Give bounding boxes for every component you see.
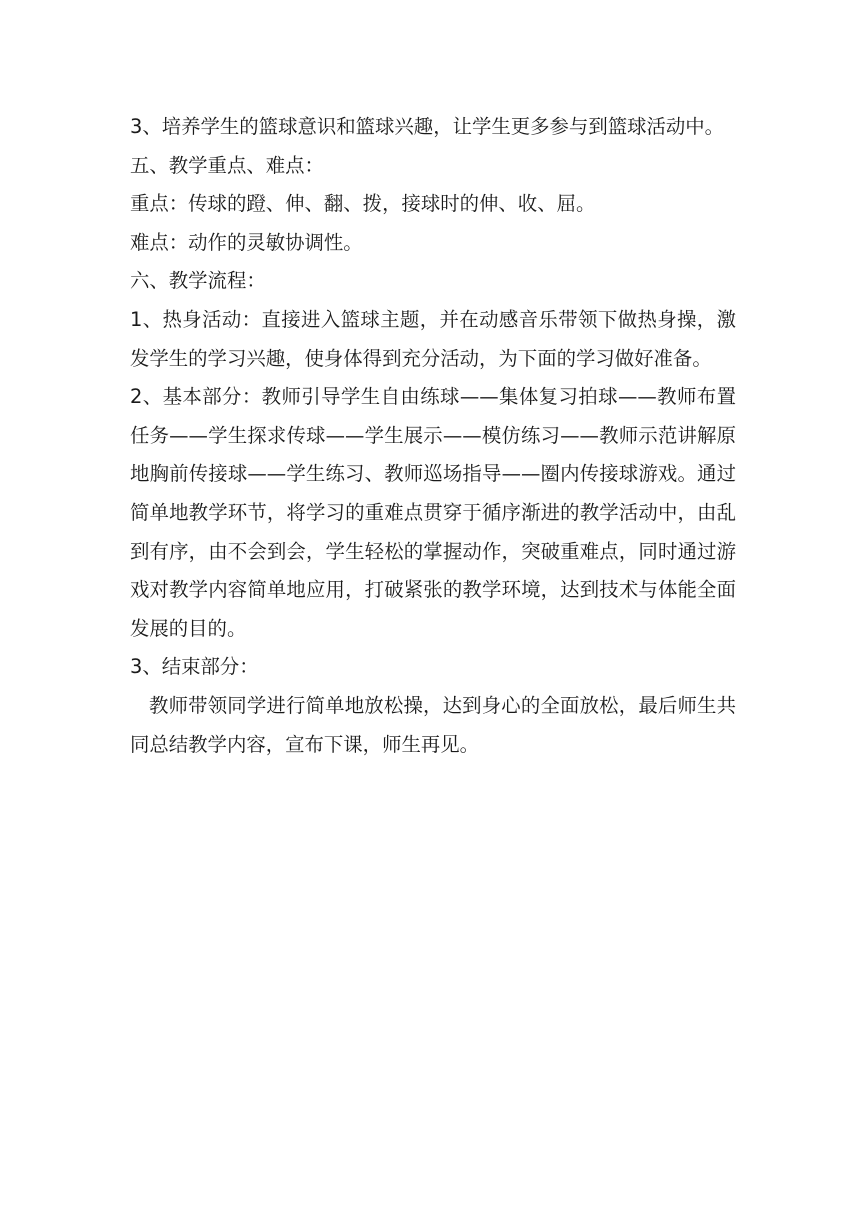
objective-item-3: 3、培养学生的篮球意识和篮球兴趣，让学生更多参与到篮球活动中。 (130, 115, 725, 138)
process-step-warmup: 1、热身活动：直接进入篮球主题，并在动感音乐带领下做热身操，激发学生的学习兴趣，使身体得到充分活动，为下面的学习做好准备。 (130, 307, 736, 370)
difficult-point-text: 难点：动作的灵敏协调性。 (130, 230, 363, 254)
document-body (130, 108, 736, 764)
process-step-basic: 2、基本部分：教师引导学生自由练球——集体复习拍球——教师布置任务——学生探求传球——学生展示——模仿练习——教师示范讲解原地胸前传接球——学生练习、教师巡场指导——圈内传接球游戏。通过简单地教学环节，将学习的重难点贯穿于循序渐进的教学活动中，由乱到有序，由不会到会，学生轻松的掌握动作，突破重难点，同时通过游戏对教学内容简单地应用，打破紧张的教学环境，达到技术与体能全面发展的目的。 (130, 385, 736, 640)
key-point-text: 重点：传球的蹬、伸、翻、拨，接球时的伸、收、屈。 (130, 192, 596, 216)
section-heading-teaching-process: 六、教学流程： (130, 269, 266, 293)
process-step-ending-text: 教师带领同学进行简单地放松操，达到身心的全面放松，最后师生共同总结教学内容，宣布下课，师生再见。 (130, 693, 736, 756)
process-step-ending-heading: 3、结束部分： (130, 655, 259, 679)
section-heading-key-points: 五、教学重点、难点： (130, 153, 324, 177)
